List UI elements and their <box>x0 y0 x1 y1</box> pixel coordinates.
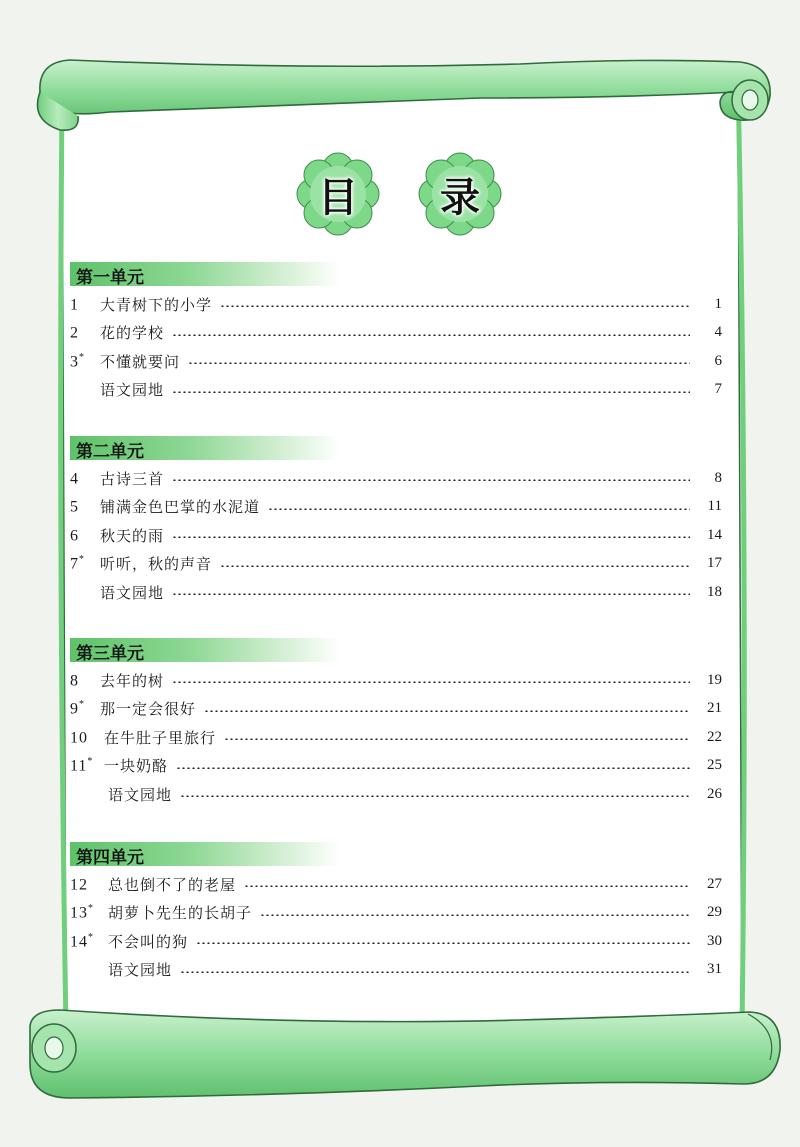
dot-leader <box>220 565 690 567</box>
dot-leader <box>180 971 690 973</box>
lesson-title: 花的学校 <box>100 324 165 343</box>
toc-entry[interactable] <box>70 464 722 493</box>
page-number: 17 <box>707 555 722 572</box>
dot-leader <box>172 479 690 481</box>
lesson-title: 不懂就要问 <box>100 352 181 371</box>
page-number: 18 <box>707 583 722 600</box>
dot-leader <box>220 305 690 307</box>
lesson-number: 10 <box>70 728 88 746</box>
lesson-title: 语文园地 <box>100 381 165 400</box>
lesson-number: 8 <box>70 671 79 689</box>
lesson-title: 语文园地 <box>100 583 165 602</box>
page-number: 27 <box>707 875 722 892</box>
lesson-title: 大青树下的小学 <box>100 295 213 314</box>
lesson-title: 语文园地 <box>108 961 173 980</box>
toc-entry[interactable] <box>70 666 722 695</box>
dot-leader <box>224 738 690 740</box>
page-number: 4 <box>714 324 722 341</box>
toc-entry[interactable] <box>70 290 722 319</box>
toc-entry[interactable] <box>70 723 722 752</box>
unit-header <box>70 262 340 286</box>
dot-leader <box>260 914 690 916</box>
lesson-number: 12 <box>70 875 88 893</box>
page-number: 19 <box>707 671 722 688</box>
lesson-title: 在牛肚子里旅行 <box>104 728 217 747</box>
toc-entry[interactable] <box>70 550 722 579</box>
page-number: 29 <box>707 904 722 921</box>
lesson-title: 总也倒不了的老屋 <box>108 875 237 894</box>
dot-leader <box>204 710 690 712</box>
toc-entry[interactable] <box>70 899 722 928</box>
dot-leader <box>172 536 690 538</box>
page-number: 7 <box>714 381 722 398</box>
lesson-number: 4 <box>70 469 79 487</box>
lesson-number: 2 <box>70 324 79 342</box>
toc-entry[interactable] <box>70 376 722 405</box>
unit-section <box>70 436 722 607</box>
page-number: 1 <box>714 295 722 312</box>
toc-entry[interactable] <box>70 347 722 376</box>
unit-header <box>70 638 340 662</box>
lesson-title: 秋天的雨 <box>100 526 165 545</box>
dot-leader <box>188 362 690 364</box>
toc-entry[interactable] <box>70 927 722 956</box>
dot-leader <box>244 885 690 887</box>
toc-entry[interactable] <box>70 319 722 348</box>
dot-leader <box>172 334 690 336</box>
dot-leader <box>172 391 690 393</box>
dot-leader <box>176 767 690 769</box>
toc-entry[interactable] <box>70 870 722 899</box>
page-number: 11 <box>707 498 722 515</box>
lesson-number: 5 <box>70 498 79 516</box>
unit-header-label: 第一单元 <box>76 268 144 288</box>
dot-leader <box>172 681 690 683</box>
lesson-title: 去年的树 <box>100 671 165 690</box>
lesson-title: 一块奶酪 <box>104 757 169 776</box>
lesson-number: 1 <box>70 295 79 313</box>
lesson-title: 那一定会很好 <box>100 700 197 719</box>
toc-entry[interactable] <box>70 521 722 550</box>
page-number: 25 <box>707 757 722 774</box>
title-char-2: 录 <box>440 174 480 221</box>
dot-leader <box>172 593 690 595</box>
toc-entry[interactable] <box>70 493 722 522</box>
title-flower-badge <box>418 152 502 236</box>
title-char-1: 目 <box>318 174 358 221</box>
lesson-number: 13* <box>70 903 94 922</box>
unit-section <box>70 262 722 404</box>
dot-leader <box>180 795 690 797</box>
lesson-title: 古诗三首 <box>100 469 165 488</box>
page-number: 6 <box>714 352 722 369</box>
unit-section <box>70 638 722 809</box>
page-number: 8 <box>714 469 722 486</box>
lesson-title: 铺满金色巴掌的水泥道 <box>100 498 261 517</box>
toc-entry[interactable] <box>70 695 722 724</box>
title-flower-badge <box>296 152 380 236</box>
lesson-number: 3* <box>70 351 85 370</box>
page-number: 14 <box>707 526 722 543</box>
unit-header <box>70 436 340 460</box>
toc-title <box>296 152 502 236</box>
unit-header-label: 第二单元 <box>76 442 144 462</box>
page-number: 22 <box>707 728 722 745</box>
lesson-title: 胡萝卜先生的长胡子 <box>108 904 253 923</box>
lesson-title: 听听，秋的声音 <box>100 555 213 574</box>
page-number: 31 <box>707 961 722 978</box>
unit-header-label: 第四单元 <box>76 848 144 868</box>
lesson-number: 7* <box>70 554 85 573</box>
unit-header-label: 第三单元 <box>76 644 144 664</box>
unit-section <box>70 842 722 984</box>
lesson-title: 语文园地 <box>108 785 173 804</box>
page-number: 21 <box>707 700 722 717</box>
lesson-number: 14* <box>70 931 94 950</box>
toc-entry[interactable] <box>70 752 722 781</box>
toc-entry[interactable] <box>70 578 722 607</box>
page-number: 26 <box>707 785 722 802</box>
lesson-title: 不会叫的狗 <box>108 932 189 951</box>
lesson-number: 6 <box>70 526 79 544</box>
page-number: 30 <box>707 932 722 949</box>
lesson-number: 11* <box>70 756 94 775</box>
dot-leader <box>196 942 690 944</box>
lesson-number: 9* <box>70 699 85 718</box>
toc-entry[interactable] <box>70 780 722 809</box>
unit-header <box>70 842 340 866</box>
toc-entry[interactable] <box>70 956 722 985</box>
dot-leader <box>268 508 690 510</box>
